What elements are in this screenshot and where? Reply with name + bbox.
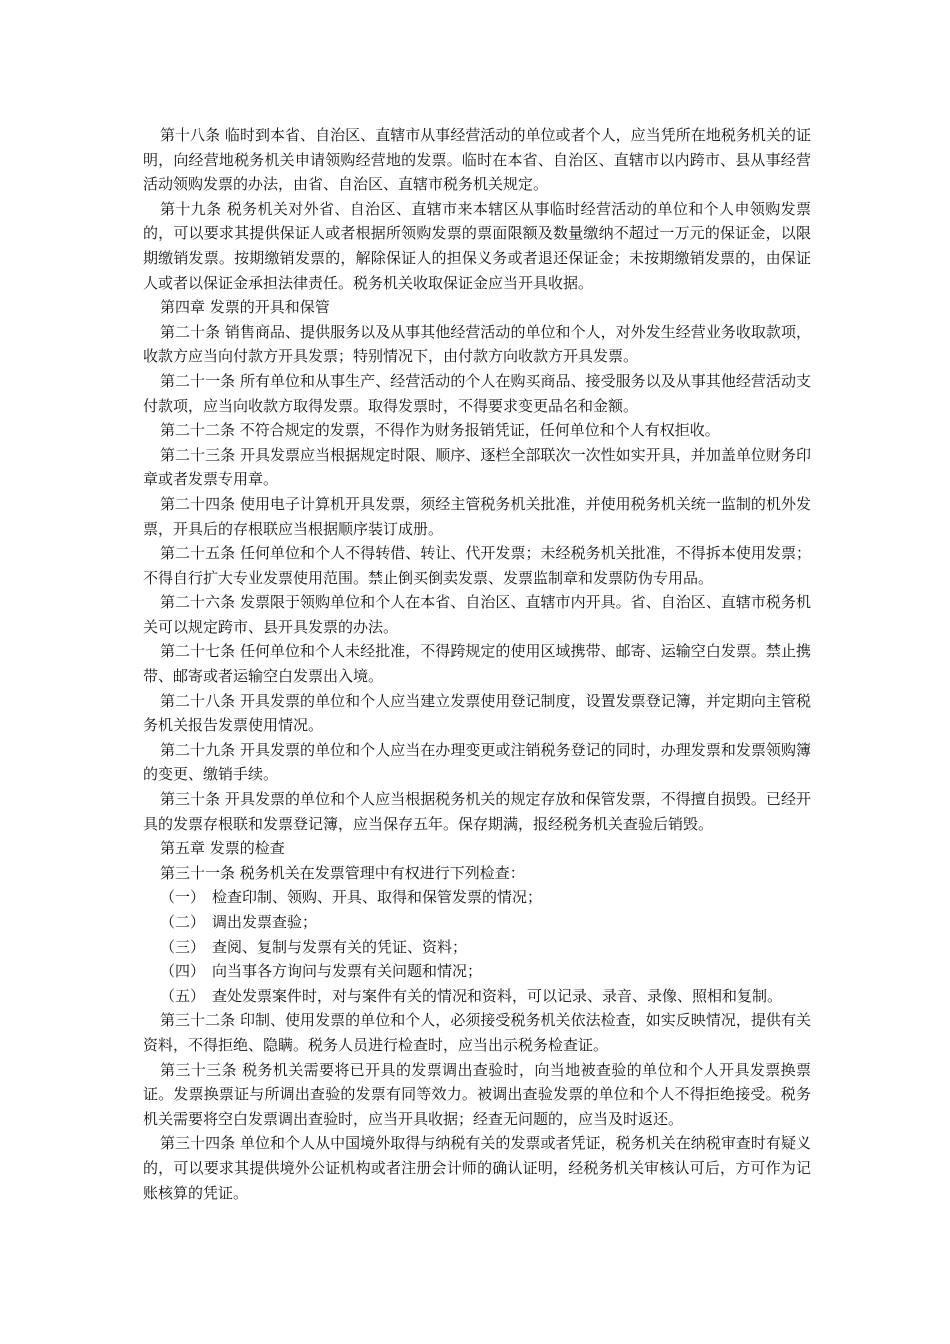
article-31: 第三十一条 税务机关在发票管理中有权进行下列检查： bbox=[160, 863, 525, 882]
list-item-text: 查阅、复制与发票有关的凭证、资料； bbox=[212, 937, 468, 956]
article-19: 第十九条 税务机关对外省、自治区、直辖市来本辖区从事临时经营活动的单位和个人申领购发票的，可以要求其提供保证人或者根据所领购发票的票面限额及数量缴纳不超过一万元的保证金，以限期缴销发票。按期缴销发票的，解除保证人的担保义务或者退还保证金；未按期缴销发票的，由保证人或者以保证金承担法律责任。税务机关收取保证金应当开具收据。 bbox=[143, 199, 811, 292]
list-item-number: （二） bbox=[160, 913, 206, 931]
article-33: 第三十三条 税务机关需要将已开具的发票调出查验时，向当地被查验的单位和个人开具发票换票证。发票换票证与所调出查验的发票有同等效力。被调出查验发票的单位和个人不得拒绝接受。税务机关需要将空白发票调出查验时，应当开具收据；经查无问题的，应当及时返还。 bbox=[143, 1060, 811, 1128]
chapter-5-heading: 第五章 发票的检查 bbox=[160, 839, 285, 858]
list-item bbox=[143, 984, 811, 1009]
article-20: 第二十条 销售商品、提供服务以及从事其他经营活动的单位和个人，对外发生经营业务收取款项，收款方应当向付款方开具发票；特别情况下，由付款方向收款方开具发票。 bbox=[143, 322, 811, 366]
article-18: 第十八条 临时到本省、自治区、直辖市从事经营活动的单位或者个人，应当凭所在地税务机关的证明，向经营地税务机关申请领购经营地的发票。临时在本省、自治区、直辖市以内跨市、县从事经营活动领购发票的办法，由省、自治区、直辖市税务机关规定。 bbox=[143, 126, 811, 194]
article-24: 第二十四条 使用电子计算机开具发票，须经主管税务机关批准，并使用税务机关统一监制的机外发票，开具后的存根联应当根据顺序装订成册。 bbox=[143, 494, 811, 538]
article-23: 第二十三条 开具发票应当根据规定时限、顺序、逐栏全部联次一次性如实开具，并加盖单位财务印章或者发票专用章。 bbox=[143, 445, 811, 489]
list-item-number: （三） bbox=[160, 937, 206, 956]
article-21: 第二十一条 所有单位和从事生产、经营活动的个人在购买商品、接受服务以及从事其他经营活动支付款项，应当向收款方取得发票。取得发票时，不得要求变更品名和金额。 bbox=[143, 371, 811, 415]
article-26: 第二十六条 发票限于领购单位和个人在本省、自治区、直辖市内开具。省、自治区、直辖市税务机关可以规定跨市、县开具发票的办法。 bbox=[143, 593, 811, 636]
article-34: 第三十四条 单位和个人从中国境外取得与纳税有关的发票或者凭证，税务机关在纳税审查时有疑义的，可以要求其提供境外公证机构或者注册会计师的确认证明，经税务机关审核认可后，方可作为记账核算的凭证。 bbox=[143, 1134, 811, 1202]
list-item-number: （五） bbox=[160, 986, 206, 1005]
article-29: 第二十九条 开具发票的单位和个人应当在办理变更或注销税务登记的同时，办理发票和发票领购簿的变更、缴销手续。 bbox=[143, 740, 811, 784]
article-32: 第三十二条 印制、使用发票的单位和个人，必须接受税务机关依法检查，如实反映情况，提供有关资料，不得拒绝、隐瞒。税务人员进行检查时，应当出示税务检查证。 bbox=[143, 1011, 811, 1054]
list-item bbox=[143, 910, 811, 935]
list-item-number: （一） bbox=[160, 888, 206, 907]
list-item-text: 检查印制、领购、开具、取得和保管发票的情况； bbox=[212, 888, 543, 907]
list-item-number: （四） bbox=[160, 962, 206, 981]
list-item-text: 调出发票查验； bbox=[212, 913, 318, 931]
list-item-text: 向当事各方询问与发票有关问题和情况； bbox=[212, 962, 483, 981]
list-item bbox=[143, 959, 811, 984]
list-item bbox=[143, 935, 811, 960]
article-28: 第二十八条 开具发票的单位和个人应当建立发票使用登记制度，设置发票登记簿，并定期向主管税务机关报告发票使用情况。 bbox=[143, 691, 811, 735]
article-30: 第三十条 开具发票的单位和个人应当根据税务机关的规定存放和保管发票，不得擅自损毁。已经开具的发票存根联和发票登记簿，应当保存五年。保存期满，报经税务机关查验后销毁。 bbox=[143, 790, 811, 833]
article-22: 第二十二条 不符合规定的发票，不得作为财务报销凭证，任何单位和个人有权拒收。 bbox=[160, 421, 720, 440]
article-25: 第二十五条 任何单位和个人不得转借、转让、代开发票；未经税务机关批准，不得拆本使用发票；不得自行扩大专业发票使用范围。禁止倒买倒卖发票、发票监制章和发票防伪专用品。 bbox=[143, 544, 811, 587]
document-body bbox=[143, 123, 811, 1205]
chapter-4-heading: 第四章 发票的开具和保管 bbox=[160, 298, 330, 317]
article-27: 第二十七条 任何单位和个人未经批准，不得跨规定的使用区域携带、邮寄、运输空白发票。禁止携带、邮寄或者运输空白发票出入境。 bbox=[143, 642, 811, 686]
list-item-text: 查处发票案件时，对与案件有关的情况和资料，可以记录、录音、录像、照相和复制。 bbox=[212, 986, 783, 1005]
list-item bbox=[143, 885, 811, 910]
